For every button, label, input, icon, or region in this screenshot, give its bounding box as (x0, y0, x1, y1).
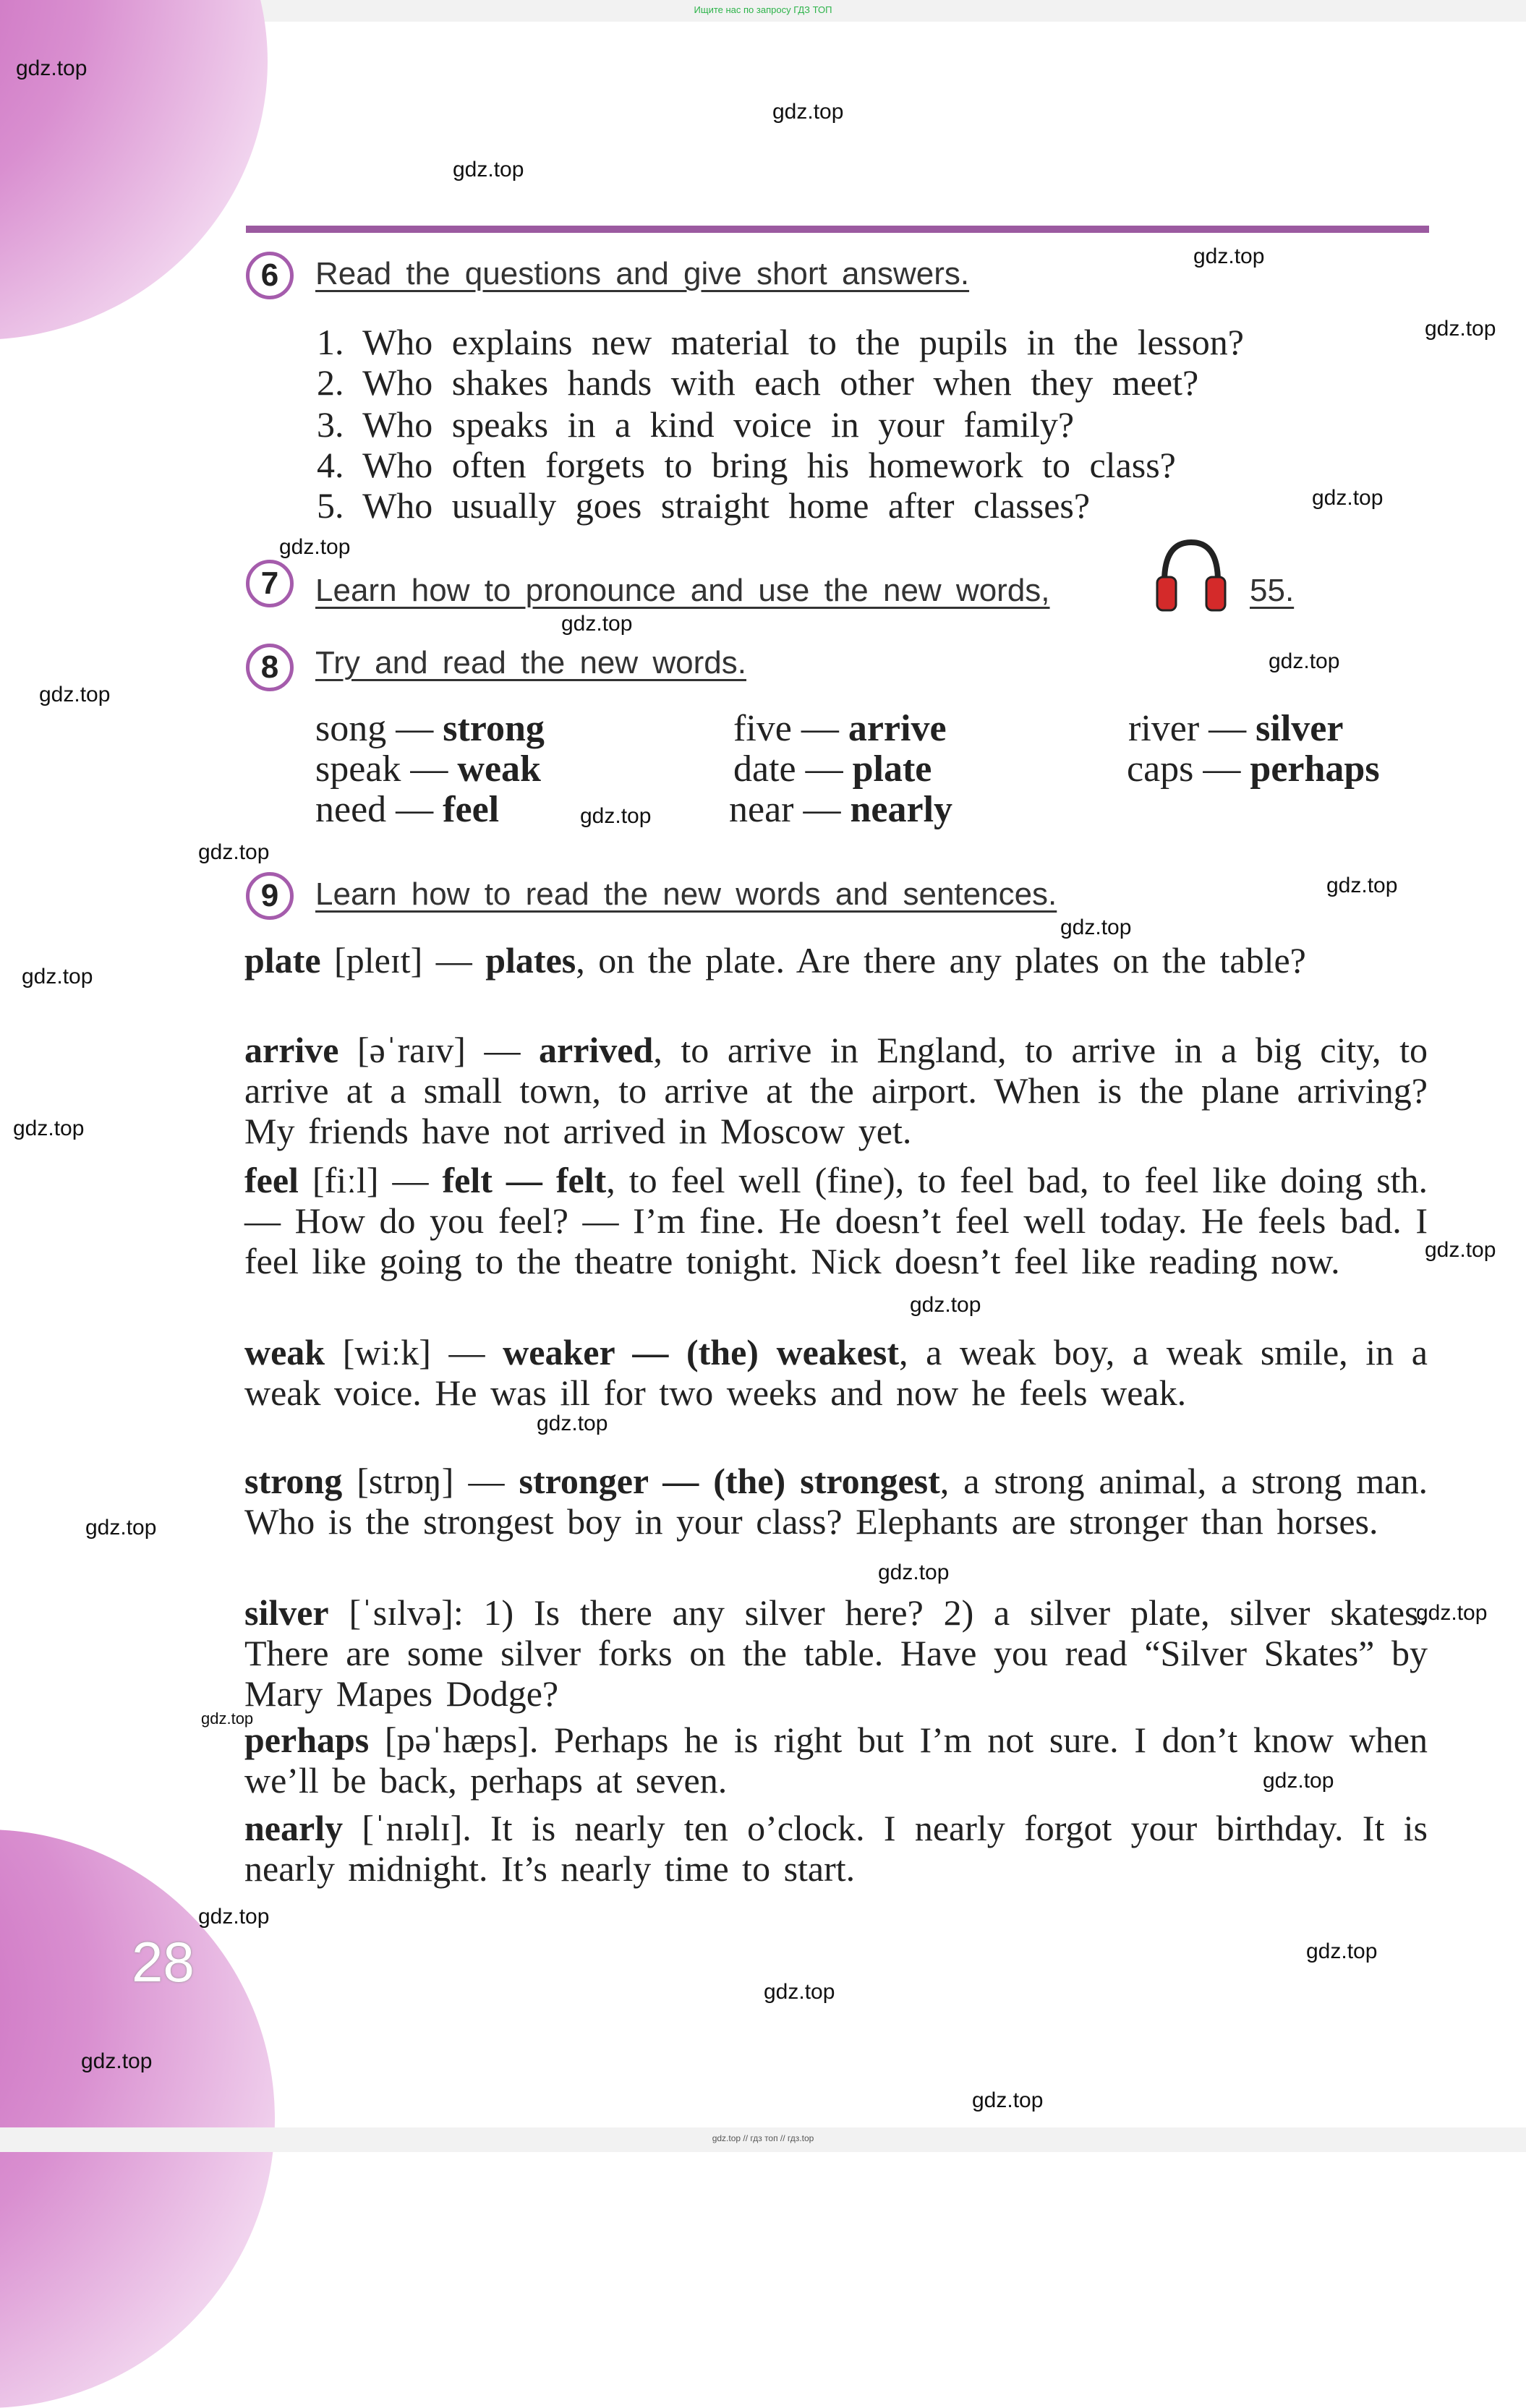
word-pair: river — silver (1128, 708, 1344, 749)
vocab-entry-perhaps: perhaps [pəˈhæps]. Perhaps he is right but I’m not sure. I don’t know when we’ll be back, perhaps at seven. (244, 1720, 1428, 1801)
watermark: gdz.top (1306, 1939, 1378, 1963)
watermark: gdz.top (1060, 915, 1132, 939)
question-3: 3. Who speaks in a kind voice in your family? (317, 404, 1075, 445)
top-rule (246, 226, 1429, 233)
watermark: gdz.top (1326, 874, 1398, 897)
word-pair: speak — weak (315, 748, 541, 790)
watermark: gdz.top (198, 840, 270, 864)
word-pair: five — arrive (733, 708, 947, 749)
question-1: 1. Who explains new material to the pupils in the lesson? (317, 322, 1244, 362)
exercise-6-instruction: Read the questions and give short answers. (315, 256, 970, 291)
vocab-entry-nearly: nearly [ˈnɪəlɪ]. It is nearly ten o’clock. I nearly forgot your birthday. It is nearly midnight. It’s nearly time to start. (244, 1808, 1428, 1889)
exercise-9-badge: 9 (246, 872, 294, 920)
watermark: gdz.top (39, 683, 111, 706)
watermark: gdz.top (1312, 486, 1384, 510)
watermark: gdz.top (561, 612, 633, 636)
watermark: gdz.top (764, 1980, 835, 2004)
watermark: gdz.top (1269, 649, 1340, 673)
decor-blob-top (0, 0, 268, 340)
exercise-8-badge: 8 (246, 644, 294, 691)
vocab-entry-arrive: arrive [əˈraɪv] — arrived, to arrive in England, to arrive in a big city, to arrive at a small town, to arrive at the airport. When is the plane arriving? My friends have not arrived in Moscow yet. (244, 1030, 1428, 1151)
question-2: 2. Who shakes hands with each other when they meet? (317, 362, 1199, 403)
exercise-7-badge: 7 (246, 560, 294, 607)
question-5: 5. Who usually goes straight home after classes? (317, 485, 1091, 526)
word-pair: near — nearly (729, 789, 953, 830)
word-pair: date — plate (733, 748, 932, 790)
watermark: gdz.top (1263, 1769, 1334, 1793)
watermark: gdz.top (1416, 1601, 1488, 1625)
watermark: gdz.top (972, 2088, 1044, 2112)
vocab-entry-plate: plate [pleɪt] — plates, on the plate. Are there any plates on the table? (244, 940, 1306, 981)
watermark: gdz.top (537, 1412, 608, 1435)
top-note: Ищите нас по запросу ГДЗ ТОП (694, 4, 832, 15)
watermark: gdz.top (279, 535, 351, 559)
watermark: gdz.top (1425, 1238, 1496, 1262)
word-pair: need — feel (315, 789, 500, 830)
watermark: gdz.top (201, 1709, 254, 1728)
watermark: gdz.top (13, 1117, 85, 1140)
watermark: gdz.top (16, 56, 88, 80)
watermark: gdz.top (1425, 317, 1496, 341)
watermark: gdz.top (580, 804, 652, 828)
exercise-9-instruction: Learn how to read the new words and sentences. (315, 876, 1057, 912)
vocab-entry-strong: strong [strɒŋ] — stronger — (the) strongest, a strong animal, a strong man. Who is the strongest boy in your class? Elephants are stronger than horses. (244, 1461, 1428, 1542)
vocab-entry-feel: feel [fiːl] — felt — felt, to feel well (fine), to feel bad, to feel like doing sth. — How do you feel? — I’m fine. He doesn’t feel well today. He feels bad. I feel like going to the theatre tonight. Nick doesn’t feel like reading now. (244, 1160, 1428, 1281)
exercise-7-instruction: Learn how to pronounce and use the new words, (315, 573, 1050, 608)
vocab-entry-silver: silver [ˈsɪlvə]: 1) Is there any silver here? 2) a silver plate, silver skates. There are some silver forks on the table. Have you read “Silver Skates” by Mary Mapes Dodge? (244, 1592, 1428, 1714)
exercise-7-track: 55. (1250, 573, 1295, 608)
watermark: gdz.top (772, 100, 844, 124)
word-pair: song — strong (315, 708, 545, 749)
vocab-entry-weak: weak [wiːk] — weaker — (the) weakest, a weak boy, a weak smile, in a weak voice. He was ill for two weeks and now he feels weak. (244, 1332, 1428, 1413)
watermark: gdz.top (453, 158, 524, 182)
question-4: 4. Who often forgets to bring his homework to class? (317, 445, 1176, 485)
watermark: gdz.top (198, 1905, 270, 1929)
watermark: gdz.top (81, 2049, 153, 2073)
bottom-note: gdz.top // гдз топ // гдз.top (712, 2133, 814, 2143)
watermark: gdz.top (1193, 244, 1265, 268)
watermark: gdz.top (22, 965, 93, 989)
headphones-icon (1151, 535, 1231, 615)
exercise-6-badge: 6 (246, 252, 294, 299)
watermark: gdz.top (910, 1293, 981, 1317)
exercise-8-instruction: Try and read the new words. (315, 645, 746, 680)
watermark: gdz.top (878, 1560, 950, 1584)
watermark: gdz.top (85, 1516, 157, 1540)
word-pair: caps — perhaps (1127, 748, 1380, 790)
page-number: 28 (132, 1930, 195, 1994)
